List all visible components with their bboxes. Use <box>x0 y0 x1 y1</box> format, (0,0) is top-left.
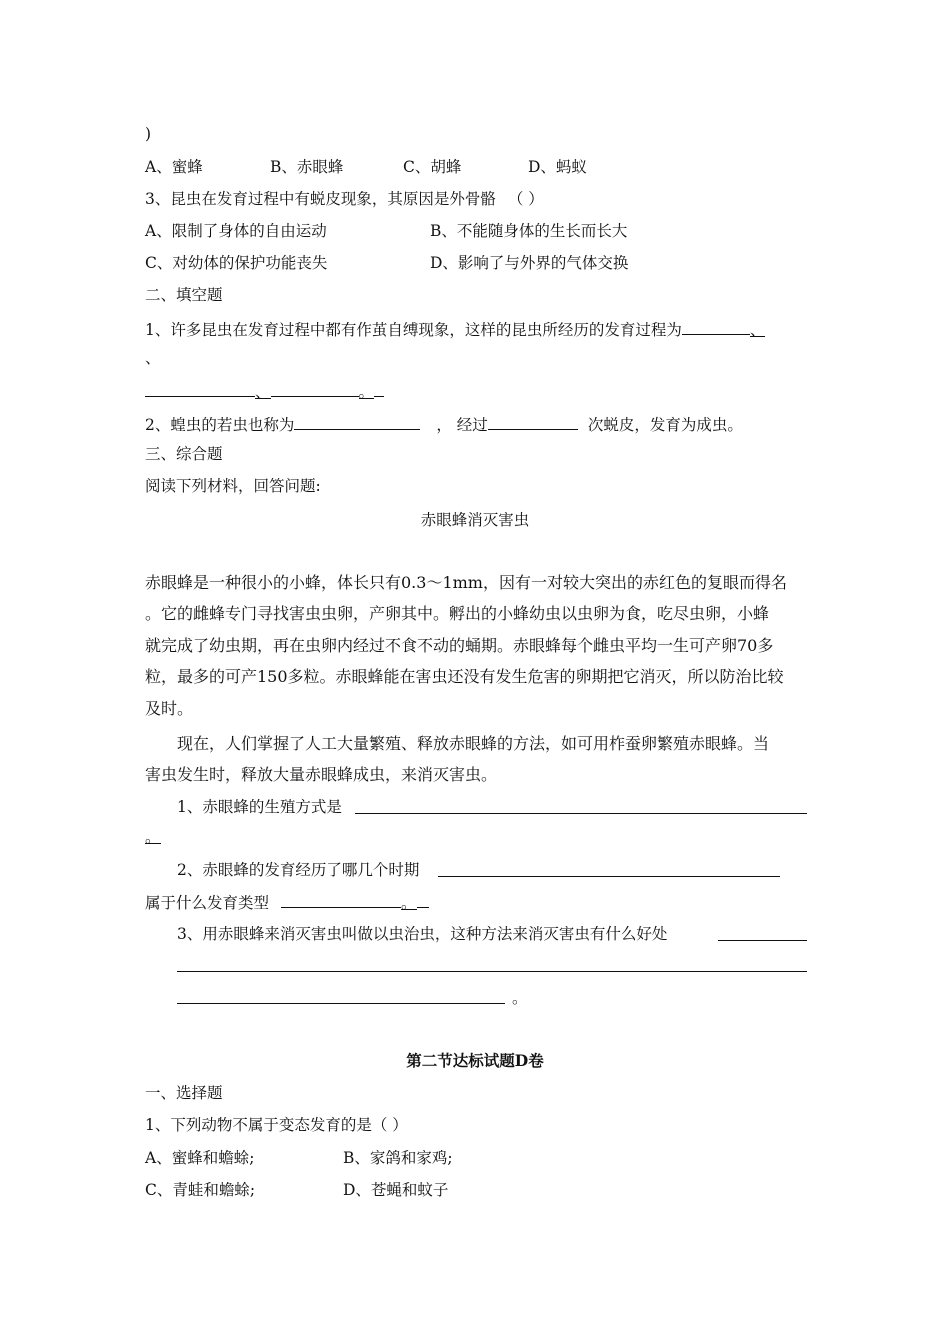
q2-option-d: D、蚂蚁 <box>528 158 587 176</box>
fill-q1-blank-1[interactable] <box>682 318 750 335</box>
fill-q1-sep-3: 、 <box>255 383 271 401</box>
comp-q3-end: 。 <box>512 989 528 1007</box>
part-d-option-a: A、蜜蜂和蟾蜍; <box>145 1149 255 1167</box>
comp-q1-blank[interactable] <box>355 813 807 814</box>
q2-option-a: A、蜜蜂 <box>145 158 203 176</box>
q3-option-b: B、不能随身体的生长而长大 <box>430 222 628 240</box>
comp-q2b-text: 属于什么发育类型 <box>145 894 270 912</box>
comp-q2b-blank[interactable] <box>281 891 401 908</box>
part-d-section-1: 一、选择题 <box>145 1084 223 1102</box>
part-d-title: 第二节达标试题D卷 <box>406 1051 544 1070</box>
comp-q2-text: 2、赤眼蜂的发育经历了哪几个时期 <box>177 861 420 879</box>
fill-q2-text-c: 次蜕皮，发育为成虫。 <box>587 416 743 434</box>
fill-q1 <box>145 318 765 340</box>
article-p2-line-2: 害虫发生时，释放大量赤眼蜂成虫，来消灭害虫。 <box>145 765 498 784</box>
comp-q3-text: 3、用赤眼蜂来消灭害虫叫做以虫治虫，这种方法来消灭害虫有什么好处 <box>177 925 668 943</box>
q3-stem-text: 3、昆虫在发育过程中有蜕皮现象，其原因是外骨骼 <box>145 190 496 208</box>
comp-q2b <box>145 891 429 913</box>
reading-intro: 阅读下列材料，回答问题: <box>145 477 321 495</box>
part-d-option-d: D、苍蝇和蚊子 <box>343 1181 449 1199</box>
close-paren: ) <box>145 125 152 143</box>
comp-q3-blank-2[interactable] <box>177 971 807 972</box>
fill-q2-text-b: ， 经过 <box>436 416 488 434</box>
fill-q2-blank-2[interactable] <box>488 413 578 430</box>
part-d-q1: 1、下列动物不属于变态发育的是（ ） <box>145 1116 408 1134</box>
fill-q2-text-a: 2、蝗虫的若虫也称为 <box>145 416 295 434</box>
comp-q3-blank-1[interactable] <box>718 940 807 941</box>
fill-q2 <box>145 413 743 435</box>
article-p1-line-4: 粒，最多的可产150多粒。赤眼蜂能在害虫还没有发生危害的卵期把它消灭，所以防治比较 <box>145 667 784 686</box>
comp-q1-end-mark: 。 <box>145 828 161 846</box>
article-title: 赤眼蜂消灭害虫 <box>420 511 530 529</box>
fill-q1-blank-2[interactable] <box>145 380 255 397</box>
article-p1-line-1: 赤眼蜂是一种很小的小蜂，体长只有0.3～1mm，因有一对较大突出的赤红色的复眼而得名 <box>145 573 787 592</box>
article-p1-line-2: 。它的雌蜂专门寻找害虫虫卵，产卵其中。孵出的小蜂幼虫以虫卵为食，吃尽虫卵，小蜂 <box>145 604 770 623</box>
q3-option-a: A、限制了身体的自由运动 <box>145 222 327 240</box>
comp-q2-blank[interactable] <box>438 876 780 877</box>
comp-q3-blank-3[interactable] <box>177 1003 505 1004</box>
fill-q1-blank-3[interactable] <box>271 380 359 397</box>
q3-answer-paren: （ ） <box>507 190 544 208</box>
article-p1-line-3: 就完成了幼虫期，再在虫卵内经过不食不动的蛹期。赤眼蜂每个雌虫平均一生可产卵70多 <box>145 636 774 655</box>
comp-q2b-tail <box>417 891 429 908</box>
part-d-option-b: B、家鸽和家鸡; <box>343 1149 453 1167</box>
comp-q2b-end: 。 <box>401 894 417 912</box>
fill-q1-tail <box>374 380 384 397</box>
fill-q1-end: 。 <box>358 383 375 401</box>
fill-q2-blank-1[interactable] <box>294 413 420 430</box>
q3-option-d: D、影响了与外界的气体交换 <box>430 254 629 272</box>
fill-q1-sep: 、 <box>749 321 766 339</box>
article-p2-line-1: 现在，人们掌握了人工大量繁殖、释放赤眼蜂的方法，如可用柞蚕卵繁殖赤眼蜂。当 <box>177 734 770 753</box>
part-d-option-c: C、青蛙和蟾蜍; <box>145 1181 256 1199</box>
section-3-title: 三、综合题 <box>145 445 223 463</box>
q3-stem <box>145 189 544 209</box>
fill-q1-cont <box>145 380 384 402</box>
fill-q1-sep-2: 、 <box>145 349 161 367</box>
article-p1-line-5: 及时。 <box>145 699 194 718</box>
comp-q1-text: 1、赤眼蜂的生殖方式是 <box>177 798 342 816</box>
q2-option-c: C、胡蜂 <box>403 158 462 176</box>
q3-option-c: C、对幼体的保护功能丧失 <box>145 254 328 272</box>
section-2-title: 二、填空题 <box>145 286 223 304</box>
fill-q1-text: 1、许多昆虫在发育过程中都有作茧自缚现象，这样的昆虫所经历的发育过程为 <box>145 321 682 339</box>
comp-q1-end <box>145 827 161 847</box>
q2-option-b: B、赤眼蜂 <box>270 158 344 176</box>
